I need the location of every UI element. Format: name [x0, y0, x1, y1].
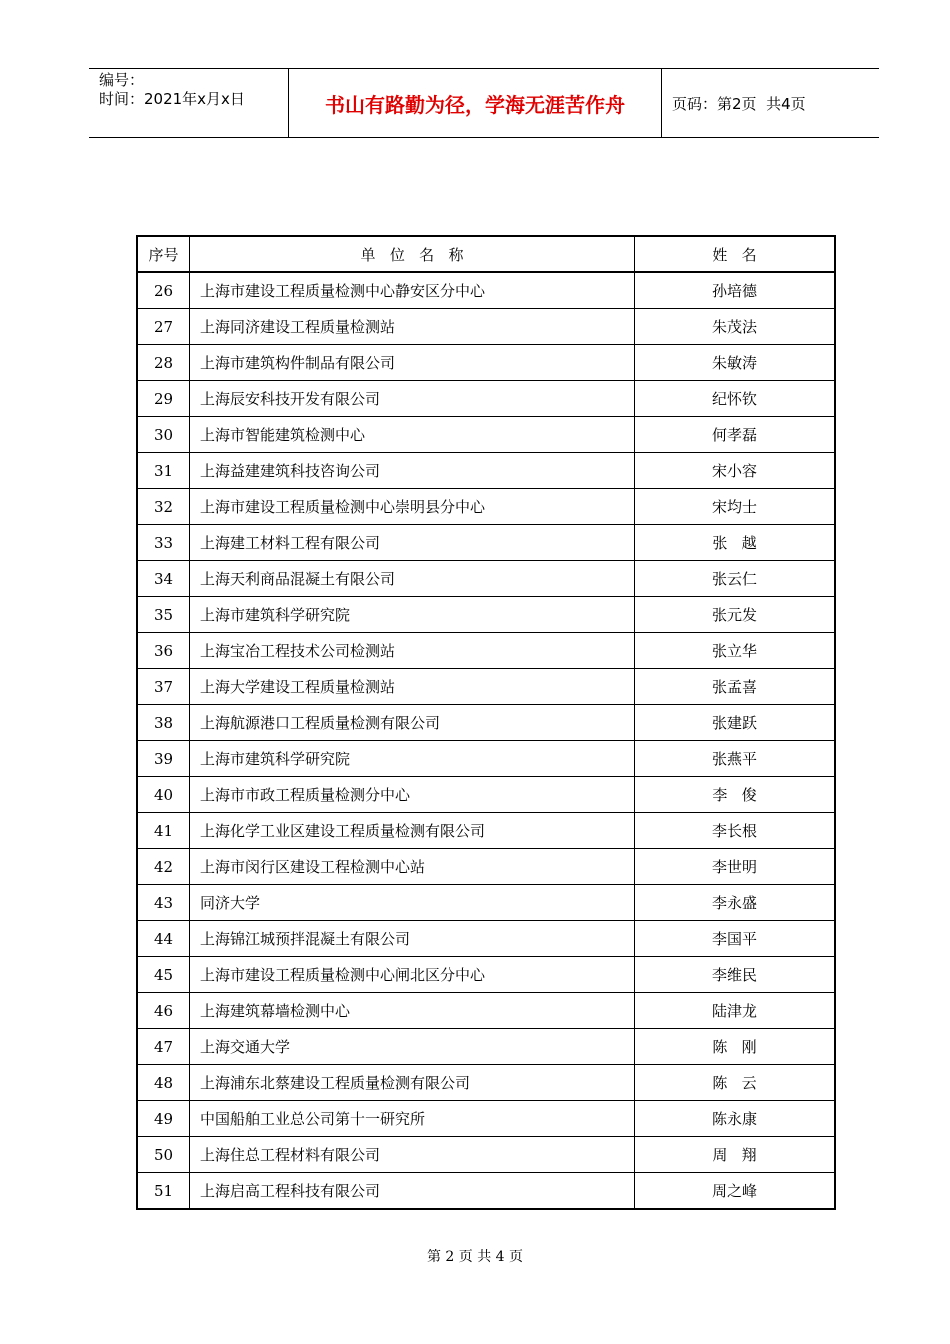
header-no: 序号	[137, 236, 190, 272]
header-meta	[89, 69, 289, 137]
row-unit-name: 上海益建建筑科技咨询公司	[190, 453, 635, 489]
row-person-name: 李国平	[635, 921, 836, 957]
row-unit-name: 上海市建设工程质量检测中心崇明县分中心	[190, 489, 635, 525]
table-row	[137, 417, 835, 453]
row-number: 30	[137, 417, 190, 453]
header-unit: 单 位 名 称	[190, 236, 635, 272]
row-person-name: 李世明	[635, 849, 836, 885]
row-unit-name: 上海建筑幕墙检测中心	[190, 993, 635, 1029]
row-person-name: 周之峰	[635, 1173, 836, 1210]
row-unit-name: 上海宝冶工程技术公司检测站	[190, 633, 635, 669]
footer-page-text: 第 2 页 共 4 页	[426, 1249, 524, 1265]
row-number: 38	[137, 705, 190, 741]
table-row	[137, 525, 835, 561]
row-unit-name: 上海市建筑构件制品有限公司	[190, 345, 635, 381]
row-unit-name: 上海市建设工程质量检测中心闸北区分中心	[190, 957, 635, 993]
row-number: 46	[137, 993, 190, 1029]
row-person-name: 陈永康	[635, 1101, 836, 1137]
motto-text: 书山有路勤为径，学海无涯苦作舟	[325, 92, 625, 117]
row-unit-name: 上海化学工业区建设工程质量检测有限公司	[190, 813, 635, 849]
row-person-name: 李长根	[635, 813, 836, 849]
row-number: 27	[137, 309, 190, 345]
row-unit-name: 上海市建筑科学研究院	[190, 741, 635, 777]
row-number: 35	[137, 597, 190, 633]
row-unit-name: 上海市建设工程质量检测中心静安区分中心	[190, 272, 635, 309]
row-unit-name: 上海天利商品混凝土有限公司	[190, 561, 635, 597]
row-unit-name: 上海航源港口工程质量检测有限公司	[190, 705, 635, 741]
row-person-name: 陆津龙	[635, 993, 836, 1029]
row-person-name: 李维民	[635, 957, 836, 993]
row-unit-name: 同济大学	[190, 885, 635, 921]
row-person-name: 朱茂法	[635, 309, 836, 345]
row-unit-name: 上海辰安科技开发有限公司	[190, 381, 635, 417]
row-unit-name: 中国船舶工业总公司第十一研究所	[190, 1101, 635, 1137]
table-row	[137, 309, 835, 345]
row-number: 29	[137, 381, 190, 417]
code-label: 编号：	[99, 71, 145, 89]
personnel-table	[136, 235, 836, 1210]
table-row	[137, 1065, 835, 1101]
row-person-name: 宋小容	[635, 453, 836, 489]
row-number: 40	[137, 777, 190, 813]
table-row	[137, 633, 835, 669]
row-person-name: 陈 刚	[635, 1029, 836, 1065]
row-number: 47	[137, 1029, 190, 1065]
table-row	[137, 489, 835, 525]
row-number: 28	[137, 345, 190, 381]
row-unit-name: 上海市建筑科学研究院	[190, 597, 635, 633]
page-label: 页码：第2页 共4页	[672, 94, 806, 113]
row-number: 31	[137, 453, 190, 489]
page-header	[89, 68, 879, 138]
table-row	[137, 1173, 835, 1210]
row-unit-name: 上海启高工程科技有限公司	[190, 1173, 635, 1210]
row-person-name: 周 翔	[635, 1137, 836, 1173]
row-number: 32	[137, 489, 190, 525]
row-person-name: 何孝磊	[635, 417, 836, 453]
row-number: 43	[137, 885, 190, 921]
table-row	[137, 849, 835, 885]
row-person-name: 李永盛	[635, 885, 836, 921]
header-page-info	[662, 69, 879, 137]
row-number: 26	[137, 272, 190, 309]
table-row	[137, 345, 835, 381]
header-motto	[289, 69, 662, 137]
row-number: 37	[137, 669, 190, 705]
table-row	[137, 669, 835, 705]
header-name: 姓 名	[635, 236, 836, 272]
table-row	[137, 1137, 835, 1173]
table-row	[137, 1029, 835, 1065]
table-row	[137, 741, 835, 777]
row-number: 45	[137, 957, 190, 993]
row-unit-name: 上海市市政工程质量检测分中心	[190, 777, 635, 813]
row-person-name: 孙培德	[635, 272, 836, 309]
row-person-name: 陈 云	[635, 1065, 836, 1101]
table-row	[137, 957, 835, 993]
row-person-name: 宋均士	[635, 489, 836, 525]
row-unit-name: 上海大学建设工程质量检测站	[190, 669, 635, 705]
row-person-name: 张孟喜	[635, 669, 836, 705]
row-unit-name: 上海锦江城预拌混凝土有限公司	[190, 921, 635, 957]
row-unit-name: 上海交通大学	[190, 1029, 635, 1065]
table-row	[137, 272, 835, 309]
page-footer	[0, 1246, 950, 1266]
row-person-name: 纪怀钦	[635, 381, 836, 417]
row-person-name: 张 越	[635, 525, 836, 561]
row-number: 34	[137, 561, 190, 597]
table-row	[137, 1101, 835, 1137]
row-number: 39	[137, 741, 190, 777]
row-unit-name: 上海建工材料工程有限公司	[190, 525, 635, 561]
table-body	[137, 272, 835, 1209]
table-header-row	[137, 236, 835, 272]
row-number: 50	[137, 1137, 190, 1173]
row-unit-name: 上海市闵行区建设工程检测中心站	[190, 849, 635, 885]
row-number: 44	[137, 921, 190, 957]
row-unit-name: 上海同济建设工程质量检测站	[190, 309, 635, 345]
table-row	[137, 705, 835, 741]
table-row	[137, 813, 835, 849]
table-row	[137, 453, 835, 489]
row-unit-name: 上海浦东北蔡建设工程质量检测有限公司	[190, 1065, 635, 1101]
table-row	[137, 921, 835, 957]
table-row	[137, 381, 835, 417]
table-row	[137, 777, 835, 813]
table-row	[137, 885, 835, 921]
row-person-name: 张建跃	[635, 705, 836, 741]
row-person-name: 张元发	[635, 597, 836, 633]
row-person-name: 张云仁	[635, 561, 836, 597]
row-person-name: 张燕平	[635, 741, 836, 777]
table-row	[137, 993, 835, 1029]
table-row	[137, 597, 835, 633]
row-person-name: 张立华	[635, 633, 836, 669]
row-person-name: 朱敏涛	[635, 345, 836, 381]
row-number: 48	[137, 1065, 190, 1101]
row-number: 51	[137, 1173, 190, 1210]
row-number: 41	[137, 813, 190, 849]
row-unit-name: 上海住总工程材料有限公司	[190, 1137, 635, 1173]
row-number: 49	[137, 1101, 190, 1137]
row-number: 42	[137, 849, 190, 885]
row-person-name: 李 俊	[635, 777, 836, 813]
row-number: 36	[137, 633, 190, 669]
time-label: 时间：2021年x月x日	[99, 90, 245, 108]
table-row	[137, 561, 835, 597]
row-number: 33	[137, 525, 190, 561]
row-unit-name: 上海市智能建筑检测中心	[190, 417, 635, 453]
